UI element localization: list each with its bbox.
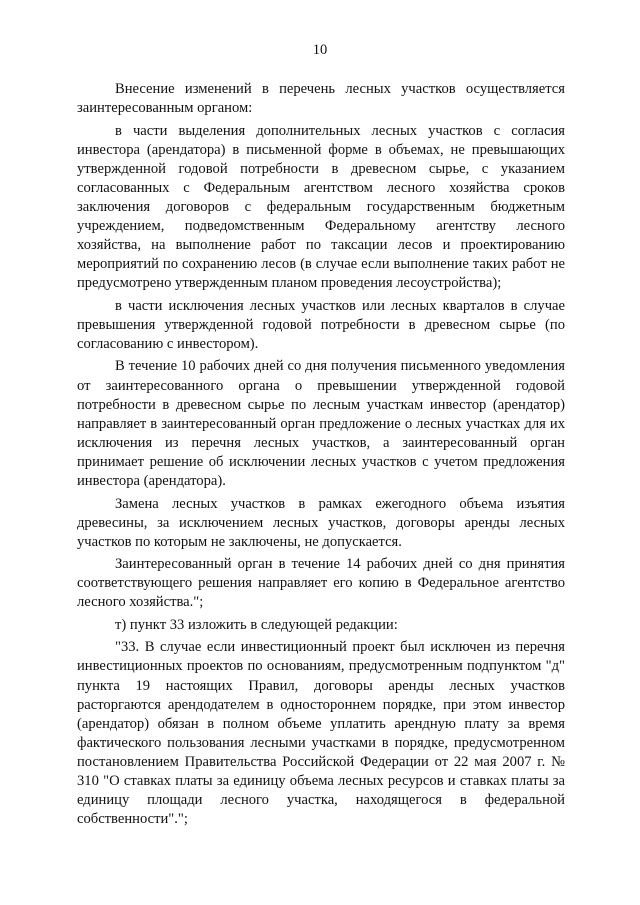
paragraph-ten-days: В течение 10 рабочих дней со дня получения письменного уведомления от заинтересованного органа о превышении утвержденной годовой потребности в древесном сырье по лесным участкам инвестор (арендатор) направляет в заинтересованный орган предложение о лесных участках для их исключения из перечня лесных участков, а заинтересованный орган принимает решение об исключении лесных участков с учетом предложения инвестора (арендатора). xyxy=(77,358,565,490)
page-number: 10 xyxy=(312,42,328,58)
document-body xyxy=(77,80,565,833)
paragraph-additional-plots: в части выделения дополнительных лесных участков с согласия инвестора (арендатора) в письменной форме в объемах, не превышающих утвержденной годовой потребности в древесном сырье, с указанием согласованных с Федеральным агентством лесного хозяйства сроков заключения договоров с федеральным государственным бюджетным учреждением, подведомственным Федеральному агентству лесного хозяйства, на выполнение работ по таксации лесов и проектированию мероприятий по сохранению лесов (в случае если выполнение таких работ не предусмотрено утвержденным планом проведения лесоустройства); xyxy=(77,122,565,292)
paragraph-fourteen-days: Заинтересованный орган в течение 14 рабочих дней со дня принятия соответствующего решения направляет его копию в Федеральное агентство лесного хозяйства."; xyxy=(77,556,565,611)
paragraph-replacement: Замена лесных участков в рамках ежегодного объема изъятия древесины, за исключением лесных участков, договоры аренды лесных участков по которым не заключены, не допускается. xyxy=(77,495,565,550)
paragraph-exclusion-plots: в части исключения лесных участков или лесных кварталов в случае превышения утвержденной годовой потребности в древесном сырье (по согласованию с инвестором). xyxy=(77,297,565,352)
paragraph-intro: Внесение изменений в перечень лесных участков осуществляется заинтересованным органом: xyxy=(77,81,565,117)
paragraph-item-t: т) пункт 33 изложить в следующей редакции: xyxy=(115,616,398,633)
paragraph-point-33: "33. В случае если инвестиционный проект был исключен из перечня инвестиционных проектов по основаниям, предусмотренным подпунктом "д" пункта 19 настоящих Правил, договоры аренды лесных участков расторгаются арендодателем в одностороннем порядке, при этом инвестор (арендатор) обязан в полном объеме уплатить арендную плату за время фактического пользования лесными участками в порядке, предусмотренном постановлением Правительства Российской Федерации от 22 мая 2007 г. № 310 "О ставках платы за единицу объема лесных ресурсов и ставках платы за единицу площади лесного участка, находящегося в федеральной собственности"."; xyxy=(77,639,565,828)
